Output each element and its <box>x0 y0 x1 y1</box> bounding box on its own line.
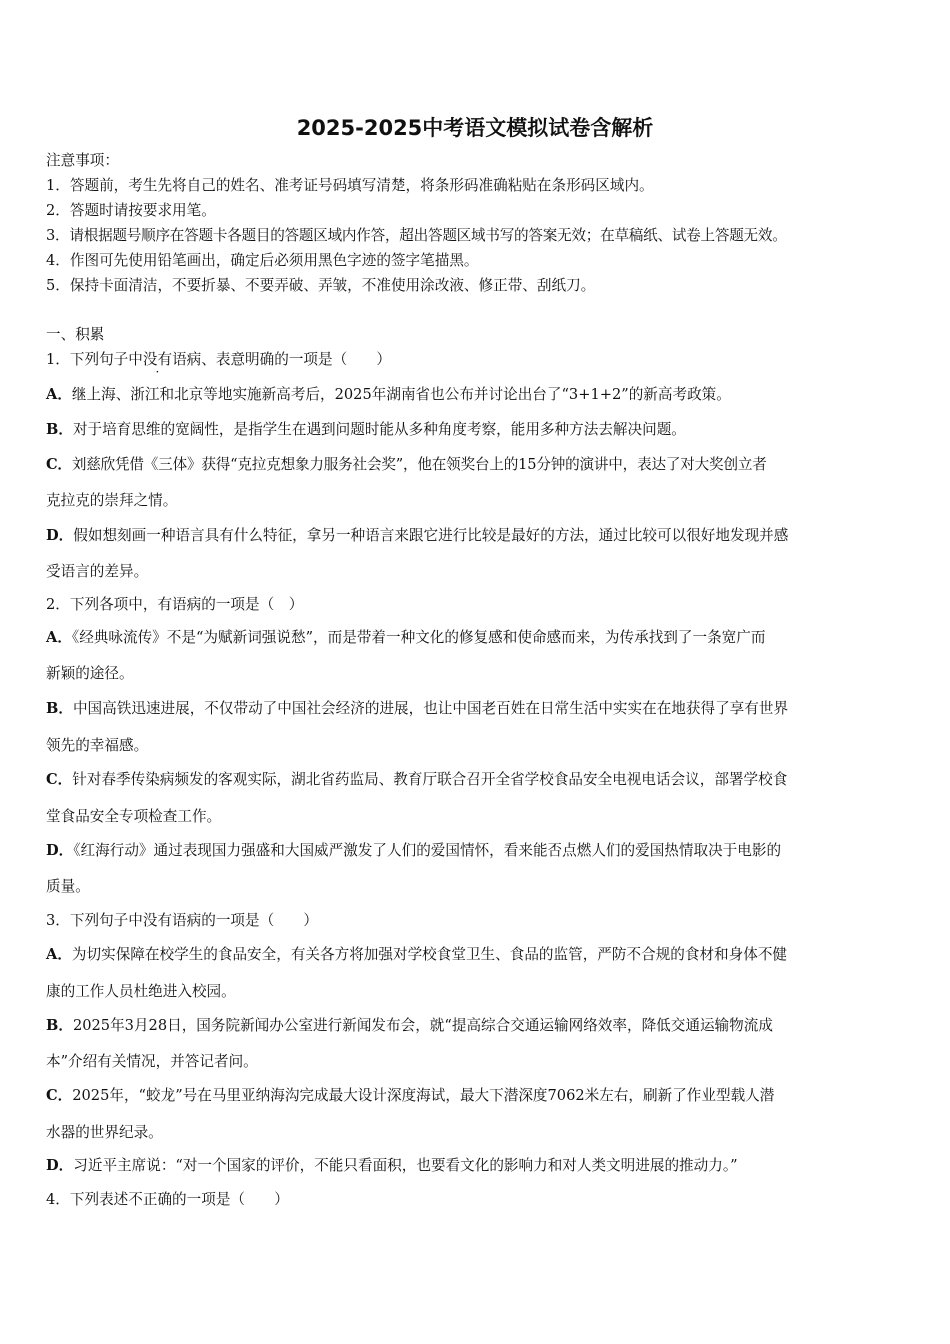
question-stem: 3．下列句子中没有语病的一项是（ ） <box>46 912 318 929</box>
question-stem: 2．下列各项中，有语病的一项是（ ） <box>46 596 304 613</box>
option-b <box>46 1016 773 1036</box>
option-a-cont: 康的工作人员杜绝进入校园。 <box>46 983 236 1000</box>
option-letter: D． <box>46 1157 74 1174</box>
option-text: 习近平主席说：“对一个国家的评价，不能只看面积，也要看文化的影响力和对人类文明进展的推动力。” <box>73 1157 738 1174</box>
option-b <box>46 420 686 440</box>
option-b-cont: 领先的幸福感。 <box>46 737 149 754</box>
option-c <box>46 770 787 790</box>
option-a <box>46 385 731 405</box>
option-letter: A． <box>46 629 72 646</box>
option-b <box>46 699 788 719</box>
option-text: 针对春季传染病频发的客观实际，湖北省药监局、教育厅联合召开全省学校食品安全电视电话会议，部署学校食 <box>72 771 788 788</box>
option-letter: C． <box>46 1087 73 1104</box>
question-stem <box>46 350 391 370</box>
notice-item: 2．答题时请按要求用笔。 <box>46 202 216 219</box>
option-letter: A． <box>46 946 72 963</box>
option-text: 为切实保障在校学生的食品安全，有关各方将加强对学校食堂卫生、食品的监管，严防不合规的食材和身体不健 <box>71 946 788 963</box>
option-d-cont: 质量。 <box>46 878 90 895</box>
question-stem: 4．下列表述不正确的一项是（ ） <box>46 1191 289 1208</box>
option-text: 中国高铁迅速进展，不仅带动了中国社会经济的进展，也让中国老百姓在日常生活中实实在在地获得了享有世界 <box>72 700 789 717</box>
option-c <box>46 1086 774 1106</box>
notice-item: 1．答题前，考生先将自己的姓名、准考证号码填写清楚，将条形码准确粘贴在条形码区域内。 <box>46 177 654 194</box>
option-c <box>46 455 767 475</box>
notice-item: 3．请根据题号顺序在答题卡各题目的答题区域内作答，超出答题区域书写的答案无效；在草稿纸、试卷上答题无效。 <box>46 227 787 244</box>
option-d <box>46 1156 738 1176</box>
stem-text: 1．下列句子中 <box>46 351 143 368</box>
option-letter: C． <box>46 771 73 788</box>
option-a <box>46 628 765 648</box>
option-text: 继上海、浙江和北京等地实施新高考后，2025年湖南省也公布并讨论出台了“3+1+2”的新高考政策。 <box>71 386 731 403</box>
option-c-cont: 水器的世界纪录。 <box>46 1124 163 1141</box>
option-text: 《经典咏流传》不是“为赋新词强说愁”，而是带着一种文化的修复感和使命感而来，为传承找到了一条宽广而 <box>71 629 766 646</box>
option-text: 2025年，“蛟龙”号在马里亚纳海沟完成最大设计深度海试，最大下潜深度7062米左右，刷新了作业型载人潜 <box>72 1087 775 1104</box>
option-text: 2025年3月28日，国务院新闻办公室进行新闻发布会，就“提高综合交通运输网络效率，降低交通运输物流成 <box>72 1017 773 1034</box>
option-a <box>46 945 787 965</box>
option-letter: D． <box>46 527 74 544</box>
notice-item: 5．保持卡面清洁，不要折暴、不要弄破、弄皱，不准使用涂改液、修正带、刮纸刀。 <box>46 277 596 294</box>
notice-heading: 注意事项： <box>46 152 119 169</box>
notice-item: 4．作图可先使用铅笔画出，确定后必须用黑色字迹的签字笔描黑。 <box>46 252 479 269</box>
option-text: 《红海行动》通过表现国力强盛和大国威严激发了人们的爱国情怀，看来能否点燃人们的爱国热情取决于电影的 <box>73 842 782 859</box>
option-text: 刘慈欣凭借《三体》获得“克拉克想象力服务社会奖”，他在领奖台上的15分钟的演讲中，表达了对大奖创立者 <box>71 456 767 473</box>
option-letter: A． <box>46 386 72 403</box>
option-b-cont: 本”介绍有关情况，并答记者问。 <box>46 1053 258 1070</box>
option-letter: C． <box>46 456 72 473</box>
option-letter: B． <box>46 700 73 717</box>
option-letter: B． <box>46 421 73 438</box>
option-d-cont: 受语言的差异。 <box>46 563 149 580</box>
option-letter: B． <box>46 1017 73 1034</box>
stem-text: 语病、表意明确的一项是（ ） <box>172 351 391 368</box>
option-d <box>46 526 788 546</box>
option-c-cont: 克拉克的崇拜之情。 <box>46 492 178 509</box>
option-text: 对于培育思维的宽阔性，是指学生在遇到问题时能从多种角度考察，能用多种方法去解决问题。 <box>72 421 686 438</box>
emphasis-dotted-text: 没有 <box>142 351 173 368</box>
option-d <box>46 841 781 861</box>
option-c-cont: 堂食品安全专项检查工作。 <box>46 808 222 825</box>
section-heading: 一、积累 <box>46 326 105 343</box>
option-a-cont: 新颖的途径。 <box>46 665 134 682</box>
option-letter: D． <box>46 842 74 859</box>
page-title: 2025-2025中考语文模拟试卷含解析 <box>296 116 654 140</box>
option-text: 假如想刻画一种语言具有什么特征，拿另一种语言来跟它进行比较是最好的方法，通过比较可以很好地发现并感 <box>73 527 789 544</box>
